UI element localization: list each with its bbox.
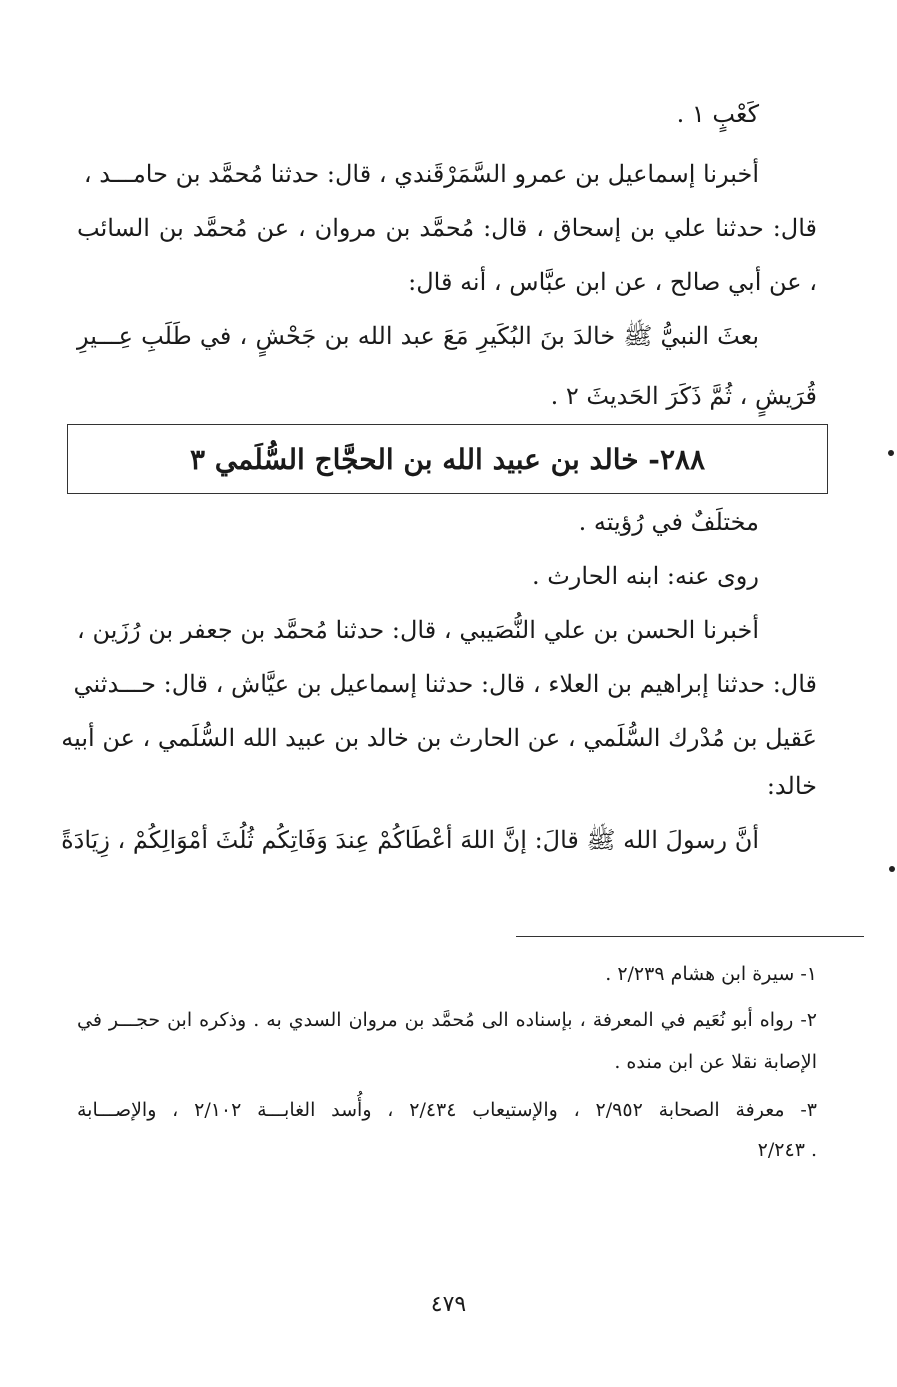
text-line-3: قال: حدثنا علي بن إسحاق ، قال: مُحمَّد بن مروان ، عن مُحمَّد بن السائب — [77, 214, 817, 242]
text-line-12: خالد: — [766, 772, 817, 800]
page-number: ٤٧٩ — [430, 1292, 467, 1317]
text-line-11: عَقيل بن مُدْرك السُّلَمي ، عن الحارث بن خالد بن عبيد الله السُّلَمي ، عن أبيه — [61, 724, 817, 752]
text-line-9: أخبرنا الحسن بن علي النُّصَيبي ، قال: حدثنا مُحمَّد بن جعفر بن رُزَين ، — [77, 616, 759, 644]
footnote-3-line-1: ٣- معرفة الصحابة ٢/٩٥٢ ، والإستيعاب ٢/٤٣٤ ، وأُسد الغابـــة ٢/١٠٢ ، والإصـــابة — [77, 1099, 817, 1121]
text-line-5: بعثَ النبيُّ ﷺ خالدَ بنَ البُكَيرِ مَعَ عبد الله بن جَحْشٍ ، في طَلَبِ عِـــيرِ — [77, 322, 759, 350]
text-line-6: قُرَيشٍ ، ثُمَّ ذَكَرَ الحَديثَ ٢ . — [550, 382, 817, 410]
footnote-3-line-2: ٢/٢٤٣ . — [757, 1139, 817, 1161]
text-line-1: كَعْبٍ ١ . — [676, 100, 759, 128]
scan-speck — [888, 450, 894, 456]
text-line-2: أخبرنا إسماعيل بن عمرو السَّمَرْقَندي ، قال: حدثنا مُحمَّد بن حامـــد ، — [83, 160, 759, 188]
entry-heading-box — [67, 424, 828, 494]
footnote-separator — [516, 936, 864, 937]
text-line-10: قال: حدثنا إبراهيم بن العلاء ، قال: حدثنا إسماعيل بن عيَّاش ، قال: حـــدثني — [73, 670, 817, 698]
text-line-4: ، عن أبي صالح ، عن ابن عبَّاس ، أنه قال: — [408, 268, 817, 296]
entry-heading: ٢٨٨- خالد بن عبيد الله بن الحجَّاج السُّلَمي ٣ — [189, 442, 706, 476]
footnote-1: ١- سيرة ابن هشام ٢/٢٣٩ . — [605, 963, 817, 985]
text-line-8: روى عنه: ابنه الحارث . — [531, 562, 759, 590]
text-line-13: أنَّ رسولَ الله ﷺ قالَ: إنَّ اللهَ أعْطَاكُمْ عِندَ وَفَاتِكُم ثُلُثَ أمْوَالِكُمْ ، زِيَادَةً — [61, 826, 759, 854]
scan-speck — [889, 866, 895, 872]
text-line-7: مختلَفٌ في رُؤيته . — [578, 508, 759, 536]
footnote-2-line-2: الإصابة نقلا عن ابن منده . — [614, 1051, 817, 1073]
footnote-2-line-1: ٢- رواه أبو نُعَيم في المعرفة ، بإسناده الى مُحمَّد بن مروان السدي به . وذكره ابن حجـــر في — [77, 1009, 817, 1031]
